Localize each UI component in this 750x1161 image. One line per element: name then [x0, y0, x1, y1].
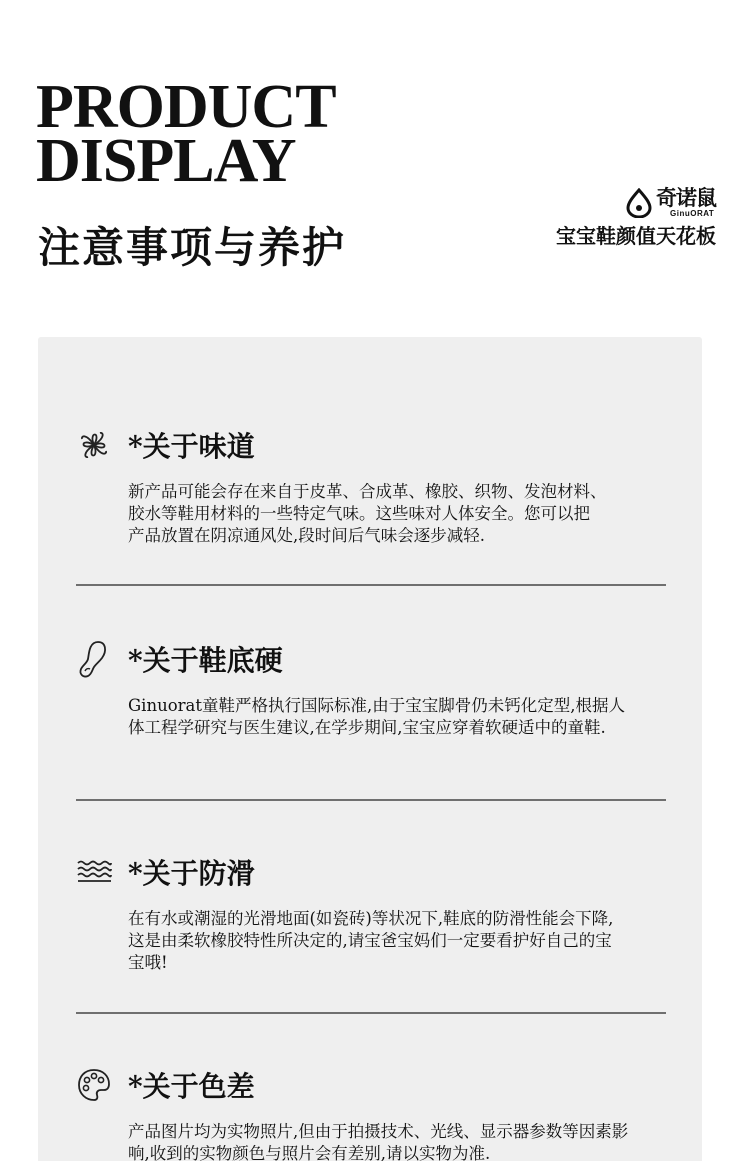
- hero-title-line2: DISPLAY: [36, 127, 296, 195]
- section-body: 在有水或潮湿的光滑地面(如瓷砖)等状况下,鞋底的防滑性能会下降, 这是由柔软橡胶特性所决定的,请宝爸宝妈们一定要看护好自己的宝 宝哦!: [128, 909, 614, 972]
- section-color: [76, 1065, 668, 1161]
- section-body: 产品图片均为实物照片,但由于拍摄技术、光线、显示器参数等因素影 响,收到的实物颜色与照片会有差别,请以实物为准.: [128, 1122, 629, 1161]
- section-smell: [76, 425, 668, 547]
- mouse-logo-icon: [626, 188, 652, 218]
- section-body: Ginuorat童鞋严格执行国际标准,由于宝宝脚骨仍未钙化定型,根据人 体工程学研究与医生建议,在学步期间,宝宝应穿着软硬适中的童鞋.: [128, 696, 625, 737]
- divider: [76, 584, 666, 586]
- palette-icon: [76, 1065, 116, 1105]
- brand-block: [556, 188, 716, 249]
- divider: [76, 799, 666, 801]
- hero-title: [36, 73, 336, 195]
- brand-logo: [556, 188, 716, 218]
- section-title: *关于鞋底硬: [128, 644, 283, 677]
- waves-icon: [76, 852, 116, 892]
- flower-icon: [76, 425, 116, 465]
- care-panel: [38, 337, 702, 1161]
- section-title: *关于味道: [128, 430, 255, 463]
- section-antislip: [76, 852, 668, 974]
- hero-title-line1: PRODUCT: [36, 73, 336, 141]
- brand-name-en: GinuORAT: [670, 209, 715, 218]
- brand-name-cn: 奇诺鼠: [656, 186, 716, 210]
- footprint-icon: [76, 639, 116, 679]
- section-title: *关于色差: [128, 1070, 255, 1103]
- section-body: 新产品可能会存在来自于皮革、合成革、橡胶、织物、发泡材料、 胶水等鞋用材料的一些特定气味。这些味对人体安全。您可以把 产品放置在阴凉通风处,段时间后气味会逐步减轻.: [128, 482, 607, 545]
- section-title: *关于防滑: [128, 857, 255, 890]
- section-sole: [76, 639, 668, 739]
- page-subtitle: 注意事项与养护: [38, 223, 347, 272]
- brand-slogan: 宝宝鞋颜值天花板: [556, 224, 716, 248]
- divider: [76, 1012, 666, 1014]
